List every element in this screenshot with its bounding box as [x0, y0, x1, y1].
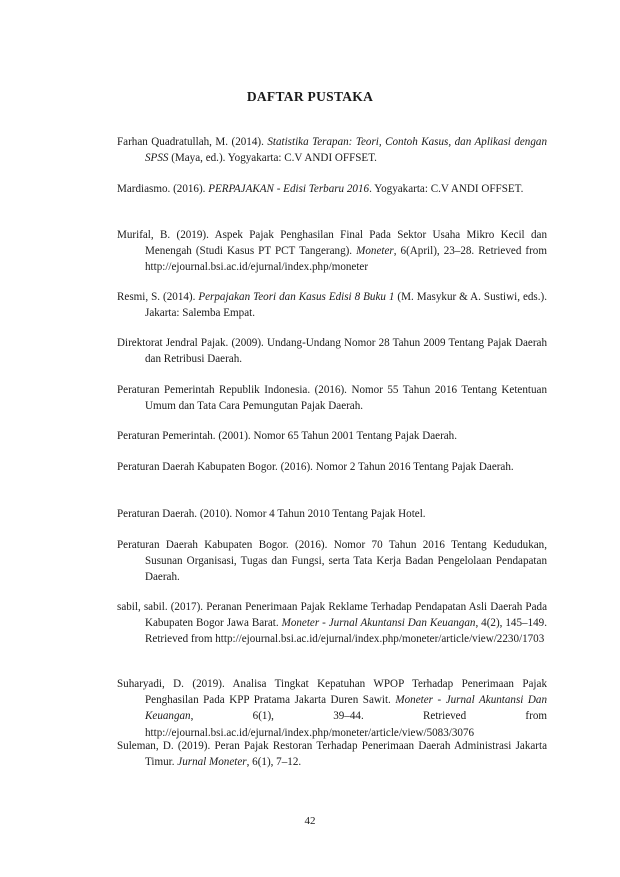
reference-text: Direktorat Jendral Pajak. (2009). Undang-Undang Nomor 28 Tahun 2009 Tentang Pajak Daerah dan Retribusi Daerah.	[117, 337, 547, 366]
reference-title: PERPAJAKAN - Edisi Terbaru 2016	[208, 183, 370, 195]
reference-text: Mardiasmo. (2016).	[117, 183, 209, 195]
reference-text: , 6(1), 7–12.	[246, 756, 302, 769]
reference-item	[117, 335, 547, 367]
reference-title: Perpajakan Teori dan Kasus Edisi 8 Buku 1	[198, 291, 395, 303]
reference-item	[117, 382, 547, 414]
reference-item	[117, 599, 547, 648]
reference-text: Suharyadi, D. (2019). Analisa Tingkat Kepatuhan WPOP Terhadap Penerimaan Pajak Penghasilan Pada KPP Pratama Jakarta Duren Sawit.	[117, 678, 547, 707]
reference-title: Jurnal Moneter	[177, 756, 247, 769]
reference-text: sabil, sabil. (2017). Peranan Penerimaan Pajak Reklame Terhadap Pendapatan Asli Daerah Pada Kabupaten Bogor Jawa Barat.	[117, 601, 547, 630]
reference-text: Peraturan Pemerintah Republik Indonesia. (2016). Nomor 55 Tahun 2016 Tentang Ketentuan Umum dan Tata Cara Pemungutan Pajak Daerah.	[117, 384, 547, 413]
reference-text: Suleman, D. (2019). Peran Pajak Restoran Terhadap Penerimaan Daerah Administrasi Jakarta Timur.	[117, 740, 547, 769]
reference-text: Peraturan Daerah Kabupaten Bogor. (2016). Nomor 2 Tahun 2016 Tentang Pajak Daerah.	[117, 461, 514, 473]
reference-text: Murifal, B. (2019). Aspek Pajak Penghasilan Final Pada Sektor Usaha Mikro Kecil dan Menengah (Studi Kasus PT PCT Tangerang).	[117, 229, 547, 258]
reference-text: Peraturan Daerah. (2010). Nomor 4 Tahun 2010 Tentang Pajak Hotel.	[117, 508, 426, 520]
reference-text: Farhan Quadratullah, M. (2014).	[117, 136, 268, 148]
reference-item	[117, 181, 547, 197]
reference-item	[117, 738, 547, 770]
reference-title: Moneter - Jurnal Akuntansi Dan Keuangan	[281, 617, 476, 630]
reference-text: . Yogyakarta: C.V ANDI OFFSET.	[369, 183, 524, 195]
reference-text: , 4(2), 145–149. Retrieved from http://ejournal.bsi.ac.id/ejurnal/index.php/moneter/article/view/2230/1703	[145, 617, 547, 646]
reference-item	[117, 227, 547, 276]
page-title: DAFTAR PUSTAKA	[246, 89, 374, 104]
reference-item	[117, 506, 547, 522]
reference-item	[117, 134, 547, 166]
reference-text: (M. Masykur & A. Sustiwi, eds.). Jakarta: Salemba Empat.	[145, 291, 547, 320]
page-number: 42	[304, 815, 316, 827]
reference-item	[117, 676, 547, 741]
reference-text: (Maya, ed.). Yogyakarta: C.V ANDI OFFSET.	[168, 152, 377, 165]
reference-item	[117, 537, 547, 586]
reference-title: Moneter - Jurnal Akuntansi Dan Keuangan	[145, 694, 547, 723]
reference-text: Resmi, S. (2014).	[117, 291, 199, 303]
reference-title: Statistika Terapan: Teori, Contoh Kasus, dan Aplikasi dengan SPSS	[145, 136, 547, 165]
reference-text: Peraturan Daerah Kabupaten Bogor. (2016). Nomor 70 Tahun 2016 Tentang Kedudukan, Susunan Organisasi, Tugas dan Fungsi, serta Tata Kerja Badan Pengelolaan Pendapatan Daerah.	[117, 539, 547, 584]
reference-item	[117, 428, 547, 444]
reference-title: Moneter	[356, 245, 394, 258]
reference-text: , 6(April), 23–28. Retrieved from http://ejournal.bsi.ac.id/ejurnal/index.php/moneter	[145, 245, 547, 274]
reference-text: , 6(1), 39–44. Retrieved from http://ejournal.bsi.ac.id/ejurnal/index.php/moneter/article/view/5083/3076	[145, 710, 547, 739]
reference-text: Peraturan Pemerintah. (2001). Nomor 65 Tahun 2001 Tentang Pajak Daerah.	[117, 430, 458, 442]
reference-item	[117, 459, 547, 475]
reference-item	[117, 289, 547, 321]
